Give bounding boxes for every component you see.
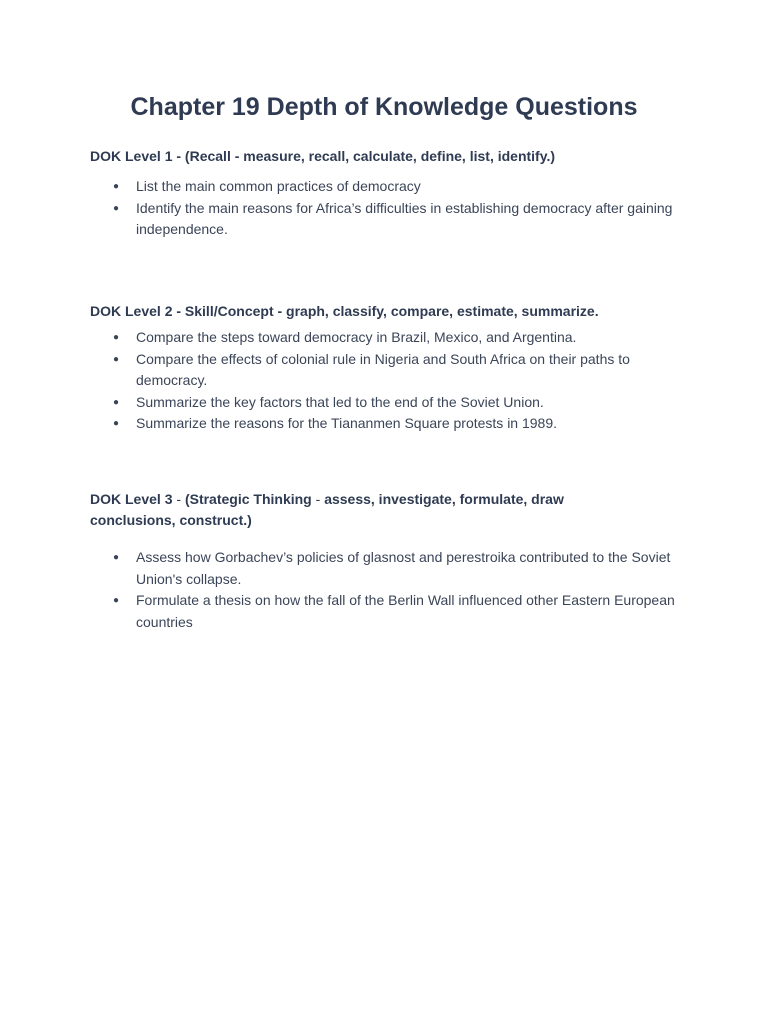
dok-level-2-list [113, 327, 683, 435]
dok-level-1-heading: DOK Level 1 - (Recall - measure, recall, calculate, define, list, identify.) [90, 148, 556, 164]
dok-level-3-list [113, 547, 683, 633]
list-item: ● Identify the main reasons for Africa’s difficulties in establishing democracy after gaining independence. [113, 198, 683, 241]
list-item: ● Summarize the key factors that led to the end of the Soviet Union. [113, 392, 683, 414]
heading-dash: - [172, 491, 185, 507]
heading-verbs-text: assess, investigate, formulate, draw conclusions, construct.) [90, 491, 564, 528]
list-item: ● Compare the steps toward democracy in Brazil, Mexico, and Argentina. [113, 327, 683, 349]
page-title: Chapter 19 Depth of Knowledge Questions [130, 93, 638, 121]
dok-level-3-heading [90, 489, 650, 531]
dok-level-1-list [113, 176, 683, 241]
heading-strategy-text: (Strategic Thinking [184, 491, 312, 507]
dok-level-2-heading: DOK Level 2 - Skill/Concept - graph, classify, compare, estimate, summarize. [90, 303, 599, 319]
list-item: ● Compare the effects of colonial rule in Nigeria and South Africa on their paths to democracy. [113, 349, 683, 392]
list-item: ● Formulate a thesis on how the fall of the Berlin Wall influenced other Eastern European countries [113, 590, 683, 633]
list-item: ● List the main common practices of democracy [113, 176, 683, 198]
heading-dash: - [311, 491, 325, 507]
list-item: ● Assess how Gorbachev’s policies of glasnost and perestroika contributed to the Soviet Union's collapse. [113, 547, 683, 590]
heading-level-text: DOK Level 3 [90, 491, 173, 507]
list-item: ● Summarize the reasons for the Tiananmen Square protests in 1989. [113, 413, 683, 435]
